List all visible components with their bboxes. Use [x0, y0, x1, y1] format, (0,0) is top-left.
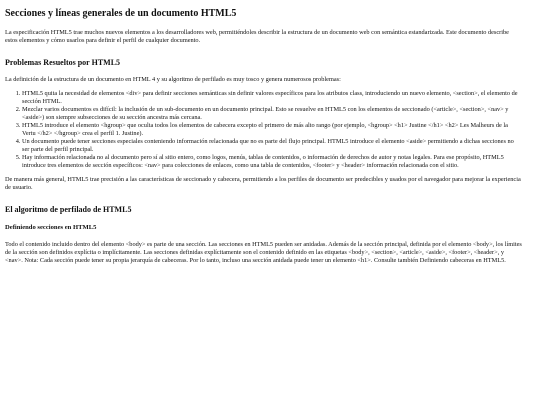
list-item: 4. Un documento puede tener secciones especiales conteniendo información relacionada que no es parte del flujo principal. HTML5 introduce el elemento <aside> permitiendo a dichas secciones no ser parte del perfil principal. [22, 138, 522, 154]
section-heading-algorithm: El algoritmo de perfilado de HTML5 [5, 205, 132, 215]
section-heading-problems: Problemas Resueltos por HTML5 [5, 58, 121, 68]
defining-sections-paragraph: Todo el contenido incluido dentro del elemento <body> es parte de una sección. Las secciones en HTML5 pueden ser anidadas. Además de la sección principal, definida por el elemento <body>, los límites de la sección son definidos explícita o implícitamente. Las secciones definidas explícitamente son el contenido definido en las etiquetas <body>, <section>, <article>, <aside>, <footer>, <header>, y <nav>. Nota: Cada sección puede tener su propia jerarquía de cabeceras. Por lo tanto, incluso una sección anidada puede tener un elemento <h1>. Consulte también Definiendo cabeceras en HTML5. [5, 240, 522, 264]
problems-list [5, 90, 522, 170]
intro-paragraph: La especificación HTML5 trae muchos nuevos elementos a los desarrolladores web, permitiéndoles describir la estructura de un documento web con semántica estandarizada. Este documento describe estos elementos y cómo usarlos para definir el perfil de cualquier documento. [5, 29, 509, 45]
page-title: Secciones y líneas generales de un documento HTML5 [5, 8, 237, 19]
list-item: 2. Mezclar varios documentos es difícil: la inclusión de un sub-documento en un documento principal. Esto se resuelve en HTML5 con los elementos de seccionado (<article>, <section>, <nav> y <aside>) son siempre subsecciones de su sección ancestra más cercana. [22, 106, 522, 122]
list-item: 5. Hay información relacionada no al documento pero sí al sitio entero, como logos, menús, tablas de contenidos, o información de derechos de autor y notas legales. Para ese propósito, HTML5 introduce tres elementos de sección específicos: <nav> para colecciones de enlaces, como una tabla de contenidos, <footer> y <header> información relacionada con el sitio. [22, 154, 522, 170]
problems-closing-paragraph: De manera más general, HTML5 trae precisión a las características de seccionado y cabecera, permitiendo a los perfiles de documento ser predecibles y usados por el navegador para mejorar la experiencia de usuario. [5, 176, 521, 192]
subsection-heading-defining-sections: Definiendo secciones en HTML5 [5, 223, 97, 231]
list-item: 1. HTML5 quita la necesidad de elementos <div> para definir secciones semánticas sin definir valores específicos para los atributos class, introduciendo un nuevo elemento, <section>, el elemento de sección HTML. [22, 90, 522, 106]
list-item: 3. HTML5 introduce el elemento <hgroup> que oculta todos los elementos de cabecera excepto el primero de más alto rango (por ejemplo, <hgroup> <h1> Justine </h1> <h2> Les Malheurs de la Vertu </h2> </hgroup> crea el perfil 1. Justine). [22, 122, 522, 138]
problems-lead-paragraph: La definición de la estructura de un documento en HTML 4 y su algoritmo de perfilado es muy tosco y genera numerosos problemas: [5, 75, 341, 83]
